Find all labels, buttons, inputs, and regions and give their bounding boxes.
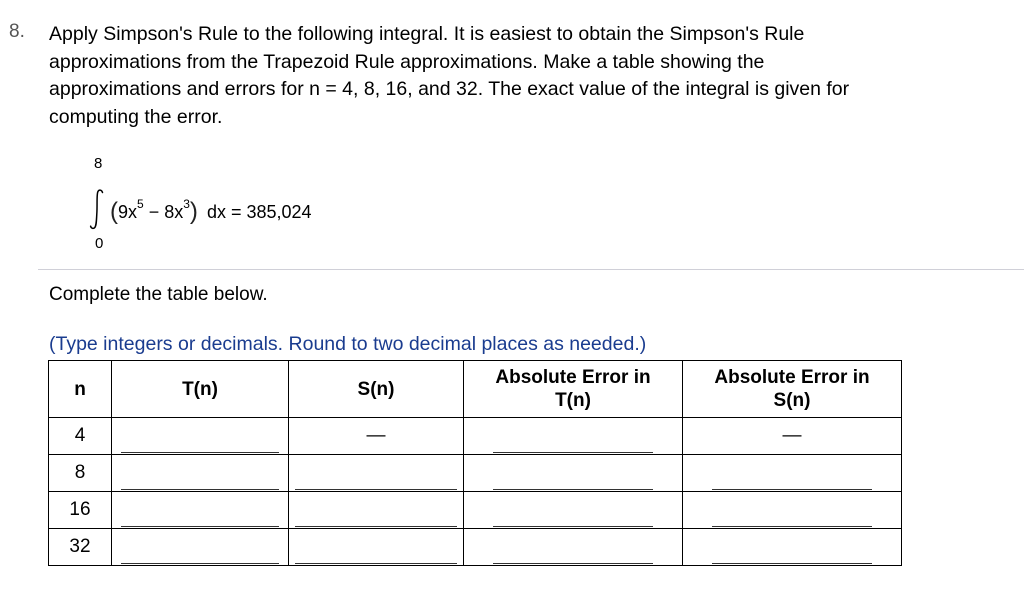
prompt-text: Complete the table below.	[49, 284, 268, 305]
header-sn: S(n)	[289, 361, 464, 418]
table-header-row	[49, 361, 902, 418]
table-row	[49, 418, 902, 455]
sn-input-n16[interactable]	[295, 502, 457, 527]
divider	[38, 269, 1024, 270]
minus-sign: −	[143, 202, 165, 222]
tn-input-n4[interactable]	[121, 428, 279, 453]
exponent-5: 5	[137, 197, 144, 211]
tn-input-n8[interactable]	[121, 465, 279, 490]
error-sn-input-n8[interactable]	[712, 465, 872, 490]
table-row	[49, 455, 902, 492]
n-value: 32	[49, 529, 112, 566]
instructions-text: (Type integers or decimals. Round to two decimal places as needed.)	[49, 333, 647, 355]
question-line: computing the error.	[49, 105, 223, 128]
integral-sign-icon	[88, 188, 106, 230]
integrand: $(9x^5 - 8x^3)$ dx = 385,024	[110, 197, 312, 225]
error-tn-input-n16[interactable]	[493, 502, 653, 527]
sn-input-n32[interactable]	[295, 539, 457, 564]
table-row	[49, 529, 902, 566]
error-sn-input-n32[interactable]	[712, 539, 872, 564]
integral-upper-limit: 8	[94, 155, 103, 172]
question-line: approximations and errors for n = 4, 8, 16, and 32. The exact value of the integral is given for	[49, 78, 850, 100]
header-abs-error-tn: Absolute Error in T(n)	[464, 361, 683, 418]
sn-input-n8[interactable]	[295, 465, 457, 490]
question-line: approximations from the Trapezoid Rule approximations. Make a table showing the	[49, 50, 765, 73]
integral-result: dx = 385,024	[206, 202, 312, 222]
exponent-3: 3	[183, 197, 190, 211]
question-number: 8.	[9, 21, 25, 42]
n-value: 4	[49, 418, 112, 455]
term-9x: 9x	[118, 202, 138, 222]
table-row	[49, 492, 902, 529]
tn-input-n16[interactable]	[121, 502, 279, 527]
header-n: n	[49, 361, 112, 418]
integral-expression	[80, 150, 480, 260]
error-tn-input-n8[interactable]	[493, 465, 653, 490]
integral-lower-limit: 0	[95, 235, 104, 252]
error-sn-input-n16[interactable]	[712, 502, 872, 527]
results-table	[48, 360, 902, 566]
sn-dash: —	[366, 425, 386, 446]
error-tn-input-n32[interactable]	[493, 539, 653, 564]
header-tn: T(n)	[112, 361, 289, 418]
error-sn-dash: —	[782, 425, 802, 446]
question-text	[49, 21, 999, 131]
header-abs-error-sn: Absolute Error in S(n)	[683, 361, 902, 418]
error-tn-input-n4[interactable]	[493, 428, 653, 453]
tn-input-n32[interactable]	[121, 539, 279, 564]
term-8x: 8x	[164, 202, 184, 222]
n-value: 16	[49, 492, 112, 529]
n-value: 8	[49, 455, 112, 492]
question-line: Apply Simpson's Rule to the following integral. It is easiest to obtain the Simpson's Rule	[49, 23, 805, 45]
